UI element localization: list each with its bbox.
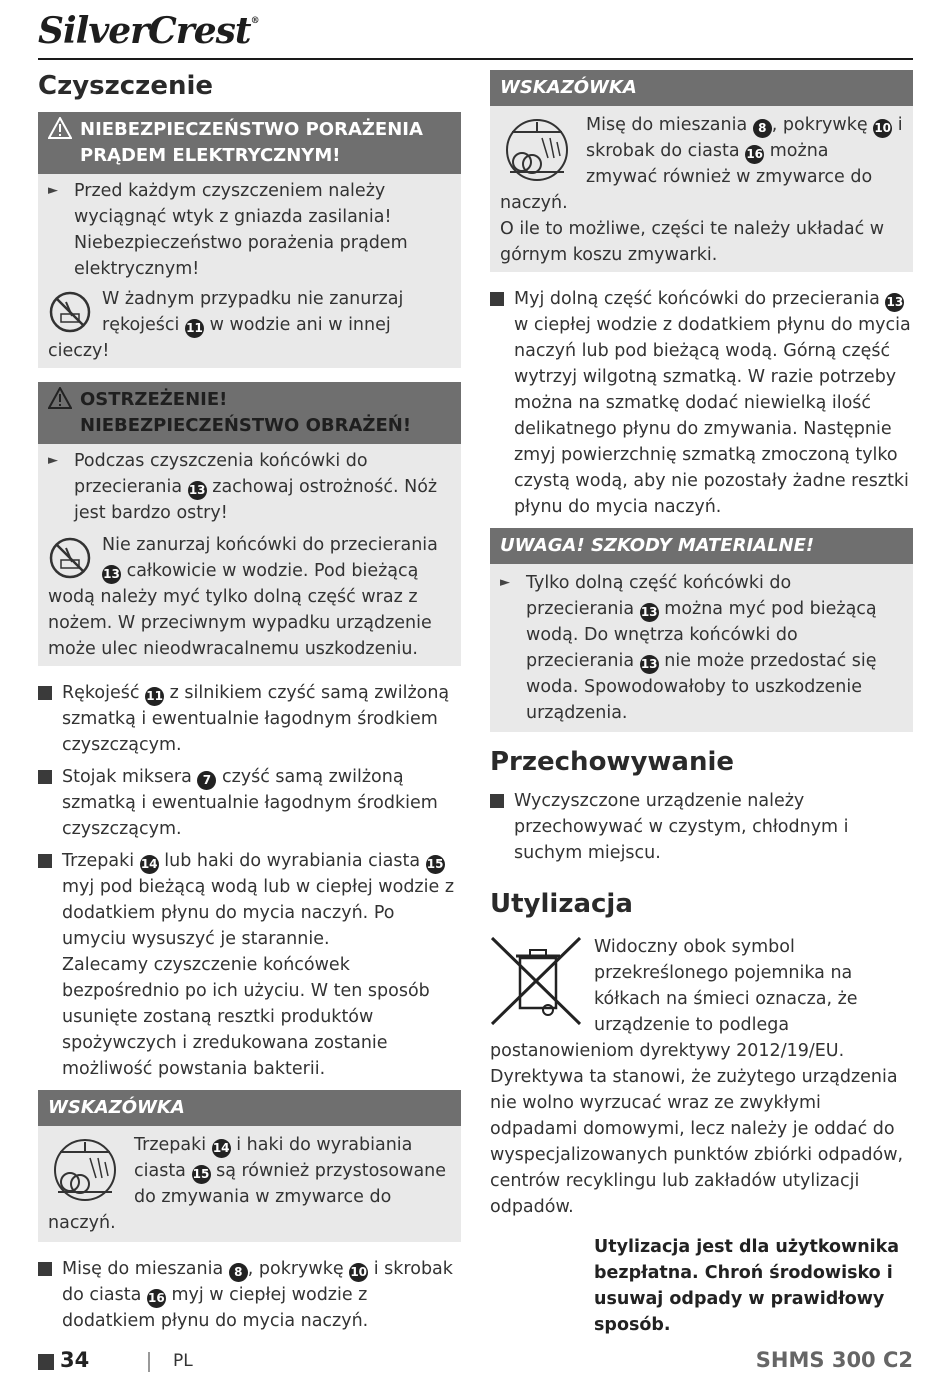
list-item: Rękojeść 11 z silnikiem czyść samą zwilżoną szmatką i ewentualnie łagodnym środkiem czyszczącym. bbox=[38, 680, 461, 758]
warning-bullet: ► Podczas czyszczenia końcówki do przecierania 13 zachowaj ostrożność. Nóż jest bardzo ostry! bbox=[48, 448, 451, 526]
tip-box-header: WSKAZÓWKA bbox=[38, 1090, 461, 1126]
arrow-bullet-icon: ► bbox=[48, 453, 58, 468]
danger-bullet: ► Przed każdym czyszczeniem należy wyciągnąć wtyk z gniazda zasilania! Niebezpieczeństwo porażenia prądem elektrycznym! bbox=[48, 178, 451, 282]
list-item: Stojak miksera 7 czyść samą zwilżoną szmatką i ewentualnie łagodnym środkiem czyszczącym. bbox=[38, 764, 461, 842]
brand-logo: SilverCrest® bbox=[38, 10, 259, 52]
section-title-storage: Przechowywanie bbox=[490, 747, 735, 777]
arrow-bullet-icon: ► bbox=[48, 183, 58, 198]
danger-icon-note: W żadnym przypadku nie zanurzaj rękojeści 11 w wodzie ani w innej cieczy! bbox=[48, 289, 404, 361]
list-item: Myj dolną część końcówki do przecierania 13 w ciepłej wodzie z dodatkiem płynu do mycia naczyń lub pod bieżącą wodą. Górną część wytrzyj wilgotną szmatką. W razie potrzeby można na szmatkę dodać niewielką ilość delikatnego płynu do zmywania. Następnie zmyj powierzchnię szmatką zmoczoną tylko czystą wodą, aby nie pozostały żadne resztki płynu do mycia naczyń. bbox=[490, 286, 913, 520]
page-number: 34 bbox=[60, 1348, 90, 1372]
page-header bbox=[38, 6, 913, 60]
footer-divider bbox=[148, 1352, 150, 1372]
disposal-text-block: Widoczny obok symbol przekreślonego pojemnika na kółkach na śmieci oznacza, że urządzenie to podlega postanowieniom dyrektywy 2012/19/EU. Dyrektywa ta stanowi, że zużytego urządzenia nie wolno wyrzucać wraz ze zwykłymi odpadami domowymi, lecz należy je oddać do wyspecjalizowanych punktów zbiórki odpadów, centrów recyklingu lub zakładów utylizacji odpadów. bbox=[490, 937, 904, 1217]
square-bullet-icon bbox=[38, 854, 52, 868]
square-bullet-icon bbox=[490, 292, 504, 306]
danger-box-header: NIEBEZPIECZEŃSTWO PORAŻENIA PRĄDEM ELEKTRYCZNYM! bbox=[38, 112, 461, 174]
disposal-note: Utylizacja jest dla użytkownika bezpłatna. Chroń środowisko i usuwaj odpady w prawidłowy sposób. bbox=[594, 1237, 900, 1335]
square-bullet-icon bbox=[490, 794, 504, 808]
arrow-bullet-icon: ► bbox=[500, 575, 510, 590]
caution-box bbox=[490, 528, 913, 732]
warning-triangle-icon bbox=[48, 387, 80, 439]
model-number: SHMS 300 C2 bbox=[755, 1348, 913, 1372]
no-immerse-icon bbox=[48, 290, 92, 334]
square-bullet-icon bbox=[38, 686, 52, 700]
tip-box: WSKAZÓWKA Misę do mieszania 8 , pokrywkę 10 i skrobak do ciasta 16 można zmywać również w zmywarce do naczyń. O ile to możliwe, części te należy układać w górnym koszu zmywarki. bbox=[490, 70, 913, 272]
crossed-bin-icon bbox=[490, 936, 582, 1026]
right-column bbox=[490, 70, 913, 1338]
tip-box: WSKAZÓWKA Trzepaki 14 i haki do wyrabiania ciasta 15 są również przystosowane do zmywania w zmywarce do naczyń. bbox=[38, 1090, 461, 1242]
caution-box-header: UWAGA! SZKODY MATERIALNE! bbox=[490, 528, 913, 564]
square-bullet-icon bbox=[38, 770, 52, 784]
left-column bbox=[38, 70, 461, 1340]
square-bullet-icon bbox=[38, 1354, 54, 1370]
list-item: Trzepaki 14 lub haki do wyrabiania ciasta 15 myj pod bieżącą wodą lub w ciepłej wodzie z dodatkiem płynu do mycia naczyń. Po umyciu wysuszyć je starannie. Zalecamy czyszczenie końcówek bezpośrednio po ich użyciu. W ten sposób usunięte zostaną resztki produktów spożywczych i zredukowana zostanie możliwość powstania bakterii. bbox=[38, 848, 461, 1082]
section-title-cleaning: Czyszczenie bbox=[38, 71, 214, 101]
warning-box-header: OSTRZEŻENIE! NIEBEZPIECZEŃSTWO OBRAŻEŃ! bbox=[38, 382, 461, 444]
square-bullet-icon bbox=[38, 1262, 52, 1276]
no-immerse-icon bbox=[48, 536, 92, 580]
tip-box-header: WSKAZÓWKA bbox=[490, 70, 913, 106]
warning-box bbox=[38, 382, 461, 666]
warning-triangle-icon bbox=[48, 117, 80, 169]
warning-icon-note: Nie zanurzaj końcówki do przecierania 13 całkowicie w wodzie. Pod bieżącą wodą należy myć tylko dolną część wraz z nożem. W przeciwnym wypadku urządzenie może ulec nieodwracalnemu uszkodzeniu. bbox=[48, 535, 438, 659]
dishwasher-icon bbox=[502, 118, 572, 182]
list-item: Wyczyszczone urządzenie należy przechowywać w czystym, chłodnym i suchym miejscu. bbox=[490, 788, 913, 866]
dishwasher-icon bbox=[50, 1138, 120, 1202]
page-footer bbox=[38, 1348, 913, 1374]
caution-bullet: ► Tylko dolną część końcówki do przecierania 13 można myć pod bieżącą wodą. Do wnętrza końcówki do przecierania 13 nie może przedostać się woda. Spowodowałoby to uszkodzenie urządzenia. bbox=[500, 570, 903, 726]
list-item: Misę do mieszania 8 , pokrywkę 10 i skrobak do ciasta 16 myj w ciepłej wodzie z dodatkiem płynu do mycia naczyń. bbox=[38, 1256, 461, 1334]
section-title-disposal: Utylizacja bbox=[490, 889, 633, 919]
language-code: PL bbox=[173, 1351, 193, 1371]
danger-box bbox=[38, 112, 461, 368]
